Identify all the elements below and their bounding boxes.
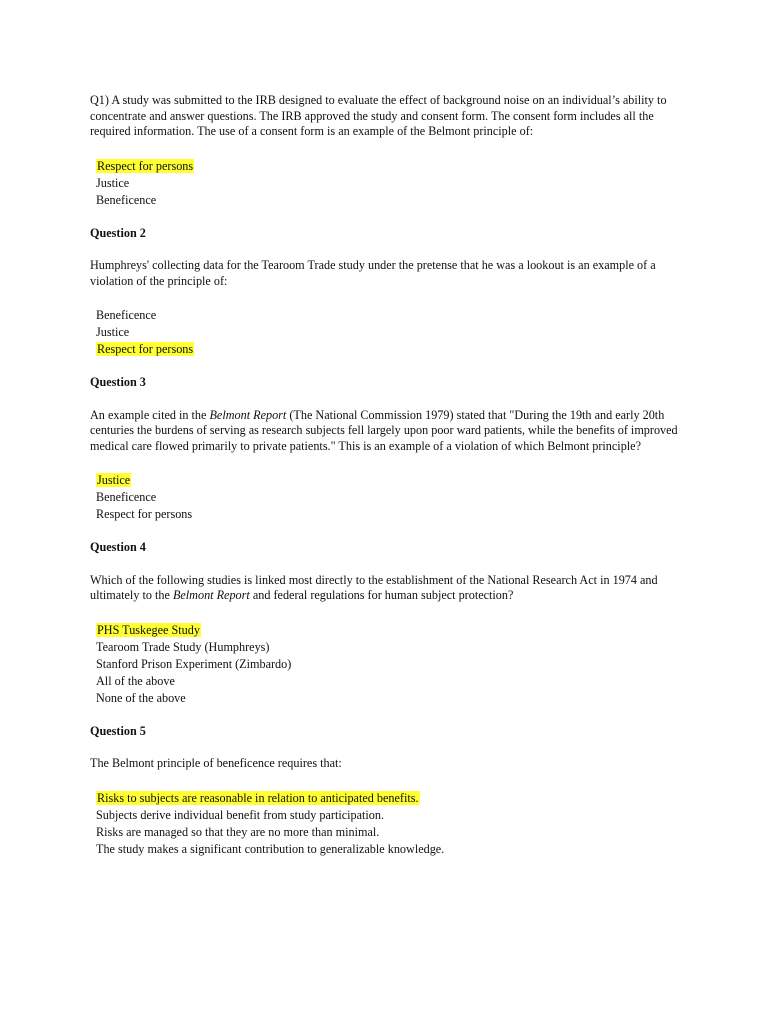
question-3 (90, 375, 690, 523)
question-4-text: Which of the following studies is linked most directly to the establishment of the National Research Act in 1974 and ultimately to the Belmont Report and federal regulations for human subject protection? (90, 572, 658, 602)
option (96, 790, 690, 807)
question-5-options (90, 790, 690, 858)
question-1-text: Q1) A study was submitted to the IRB designed to evaluate the effect of background noise on an individual’s ability to concentrate and answer questions. The IRB approved the study and consent form. The consent form includes all the required information. The use of a consent form is an example of the Belmont principle of: (90, 93, 667, 138)
highlighted-answer: Respect for persons (97, 342, 194, 356)
option (96, 622, 690, 639)
question-1-options (90, 158, 690, 209)
option: Respect for persons (96, 507, 193, 521)
option: All of the above (96, 673, 175, 688)
question-heading: Question 5 (90, 723, 146, 738)
question-2 (90, 226, 690, 359)
option: Beneficence (96, 308, 157, 322)
highlighted-answer: Justice (97, 473, 131, 487)
report-title: Belmont Report (209, 407, 287, 422)
question-4 (90, 540, 690, 707)
question-2-text: Humphreys' collecting data for the Tearoom Trade study under the pretense that he was a lookout is an example of a violation of the principle of: (90, 258, 656, 288)
option (96, 472, 690, 489)
question-4-options (90, 622, 690, 707)
highlighted-answer: Respect for persons (97, 158, 194, 173)
question-3-text: An example cited in the Belmont Report (The National Commission 1979) stated that "During the 19th and early 20th centuries the burdens of serving as research subjects fell largely upon poor ward patients, while the benefits of improved medical care flowed primarily to private patients." This is an example of a violation of which Belmont principle? (90, 407, 678, 453)
document-page (90, 93, 690, 858)
question-heading: Question 2 (90, 225, 146, 240)
question-heading: Question 4 (90, 540, 146, 554)
option: Subjects derive individual benefit from study participation. (96, 807, 385, 822)
report-title: Belmont Report (172, 588, 250, 602)
option (96, 341, 690, 358)
option: Justice (96, 175, 130, 190)
option: Beneficence (96, 192, 157, 207)
option (96, 158, 690, 175)
question-heading: Question 3 (90, 375, 146, 389)
option: Beneficence (96, 490, 157, 504)
highlighted-answer: Risks to subjects are reasonable in relation to anticipated benefits. (97, 790, 419, 805)
question-3-options (90, 472, 690, 523)
option: The study makes a significant contribution to generalizable knowledge. (96, 841, 445, 856)
question-1 (90, 93, 690, 209)
option: Tearoom Trade Study (Humphreys) (96, 639, 270, 654)
option: None of the above (96, 690, 186, 705)
question-5-text: The Belmont principle of beneficence requires that: (90, 756, 342, 770)
option: Stanford Prison Experiment (Zimbardo) (96, 656, 292, 671)
option: Risks are managed so that they are no more than minimal. (96, 824, 380, 839)
highlighted-answer: PHS Tuskegee Study (97, 622, 200, 637)
question-2-options (90, 307, 690, 358)
option: Justice (96, 325, 130, 339)
question-5 (90, 724, 690, 858)
